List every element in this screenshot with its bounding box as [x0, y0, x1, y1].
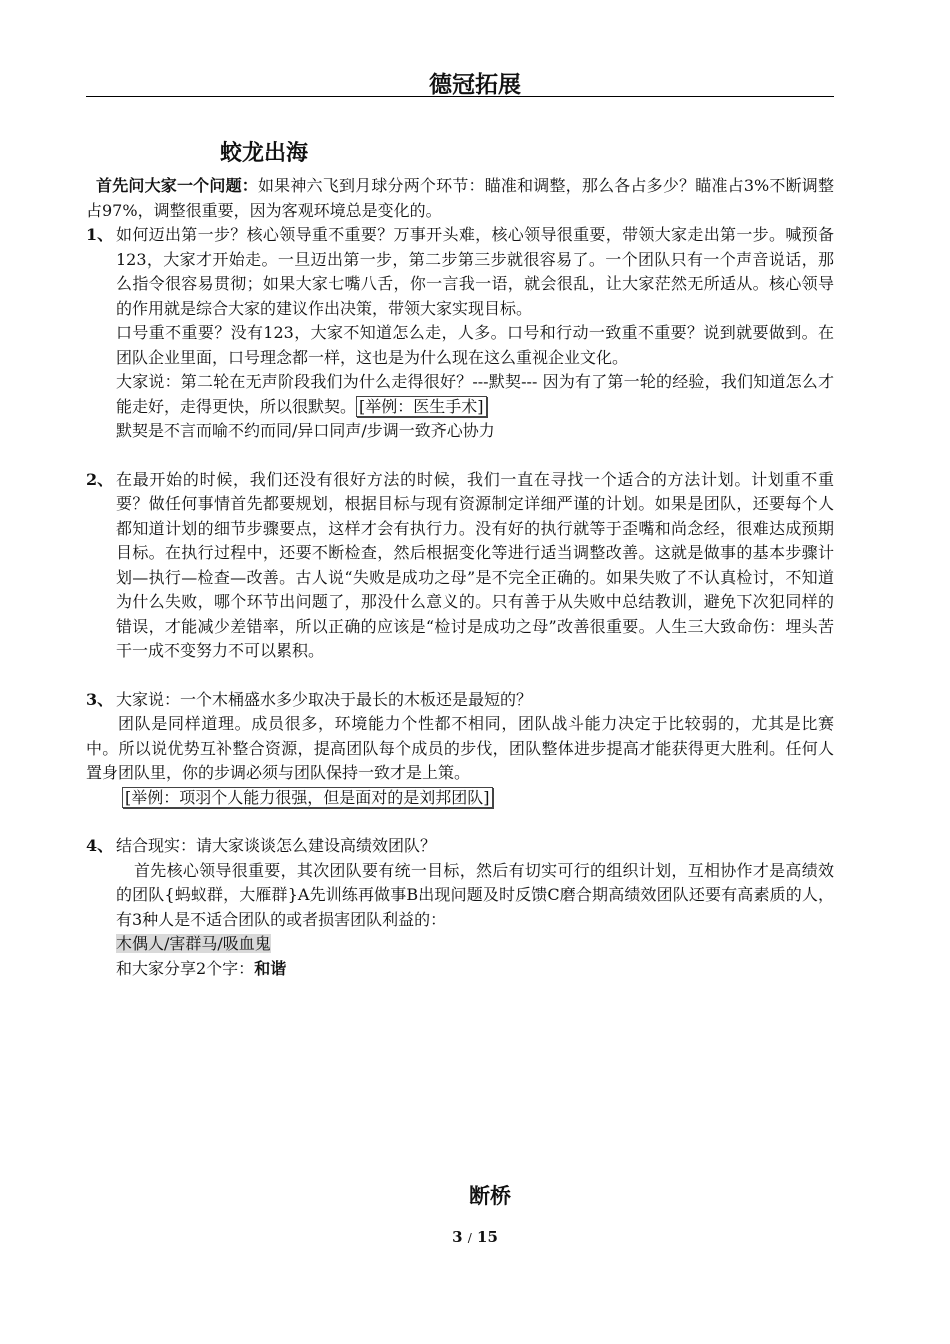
- share-word: 和谐: [254, 958, 287, 978]
- item-paragraph: 团队是同样道理。成员很多，环境能力个性都不相同，团队战斗能力决定于比较弱的，尤其是比赛中。所以说优势互补整合资源，提高团队每个成员的步伐，团队整体进步提高才能获得更大胜利。任何人置身团队里，你的步调必须与团队保持一致才是上策。: [86, 714, 834, 782]
- item-number: 2、: [86, 469, 114, 489]
- intro-text: 如果神六飞到月球分两个环节：瞄准和调整，那么各占多少？瞄准占3%不断调整占97%，调整很重要，因为客观环境总是变化的。: [86, 176, 834, 220]
- item-number: 3、: [86, 689, 114, 709]
- item-text: 大家说：第二轮在无声阶段我们为什么走得很好？---默契--- 因为有了第一轮的经验，我们知道怎么才能走好，走得更快，所以很默契。: [116, 372, 834, 416]
- page-separator: /: [467, 1231, 472, 1245]
- list-item-1: [86, 223, 834, 444]
- section-title: 蛟龙出海: [220, 141, 309, 166]
- item-paragraph: 结合现实：请大家谈谈怎么建设高绩效团队？: [116, 836, 437, 855]
- highlighted-text: 木偶人/害群马/吸血鬼: [116, 934, 271, 953]
- item-paragraph: [86, 786, 834, 811]
- next-section-title: 断桥: [469, 1184, 511, 1208]
- document-body: [86, 174, 834, 981]
- page-number: [0, 1228, 950, 1246]
- item-paragraph: [116, 932, 834, 957]
- list-item-3: [86, 688, 834, 811]
- item-text: 大家说：一个木桶盛水多少取决于最长的木板还是最短的？: [116, 689, 533, 709]
- intro-lead: 首先问大家一个问题：: [96, 176, 258, 195]
- item-paragraph: [116, 957, 834, 982]
- item-paragraph: [86, 688, 834, 713]
- item-paragraph: [116, 370, 834, 419]
- document-header-title: 德冠拓展: [429, 72, 521, 98]
- intro-paragraph: [86, 174, 834, 223]
- item-number: 1、: [86, 225, 114, 244]
- item-paragraph: 首先核心领导很重要，其次团队要有统一目标，然后有切实可行的组织计划，互相协作才是高绩效的团队{蚂蚁群，大雁群}A先训练再做事B出现问题及时反馈C磨合期高绩效团队还要有高素质的人，有3种人是不适合团队的或者损害团队利益的：: [116, 860, 834, 929]
- share-lead: 和大家分享2个字：: [116, 958, 255, 978]
- item-paragraph: 默契是不言而喻不约而同/异口同声/步调一致齐心协力: [116, 421, 495, 440]
- header-divider: [86, 96, 834, 97]
- list-item-4: [86, 834, 834, 981]
- page-total: 15: [477, 1228, 498, 1246]
- page-current: 3: [452, 1228, 463, 1246]
- item-paragraph: 口号重不重要？没有123，大家不知道怎么走，人多。口号和行动一致重不重要？说到就要做到。在团队企业里面，口号理念都一样，这也是为什么现在这么重视企业文化。: [116, 323, 834, 367]
- item-paragraph: 在最开始的时候，我们还没有很好方法的时候，我们一直在寻找一个适合的方法计划。计划重不重要？做任何事情首先都要规划，根据目标与现有资源制定详细严谨的计划。如果是团队，还要每个人都知道计划的细节步骤要点，这样才会有执行力。没有好的执行就等于歪嘴和尚念经，很难达成预期目标。在执行过程中，还要不断检查，然后根据变化等进行适当调整改善。这就是做事的基本步骤计划—执行—检查—改善。古人说“失败是成功之母”是不完全正确的。如果失败了不认真检讨，不知道为什么失败，哪个环节出问题了，那没什么意义的。只有善于从失败中总结教训，避免下次犯同样的错误，才能减少差错率，所以正确的应该是“检讨是成功之母”改善很重要。人生三大致命伤：埋头苦干一成不变努力不可以累积。: [116, 469, 834, 660]
- item-paragraph: 如何迈出第一步？核心领导重不重要？万事开头难，核心领导很重要，带领大家走出第一步。喊预备123，大家才开始走。一旦迈出第一步，第二步第三步就很容易了。一个团队只有一个声音说话，那么指令很容易贯彻；如果大家七嘴八舌，你一言我一语，就会很乱，让大家茫然无所适从。核心领导的作用就是综合大家的建议作出决策，带领大家实现目标。: [116, 225, 834, 318]
- list-item-2: [86, 468, 834, 664]
- example-box: [举例：医生手术]: [356, 396, 487, 417]
- item-number: 4、: [86, 836, 114, 855]
- example-box: [举例：项羽个人能力很强，但是面对的是刘邦团队]: [122, 787, 493, 808]
